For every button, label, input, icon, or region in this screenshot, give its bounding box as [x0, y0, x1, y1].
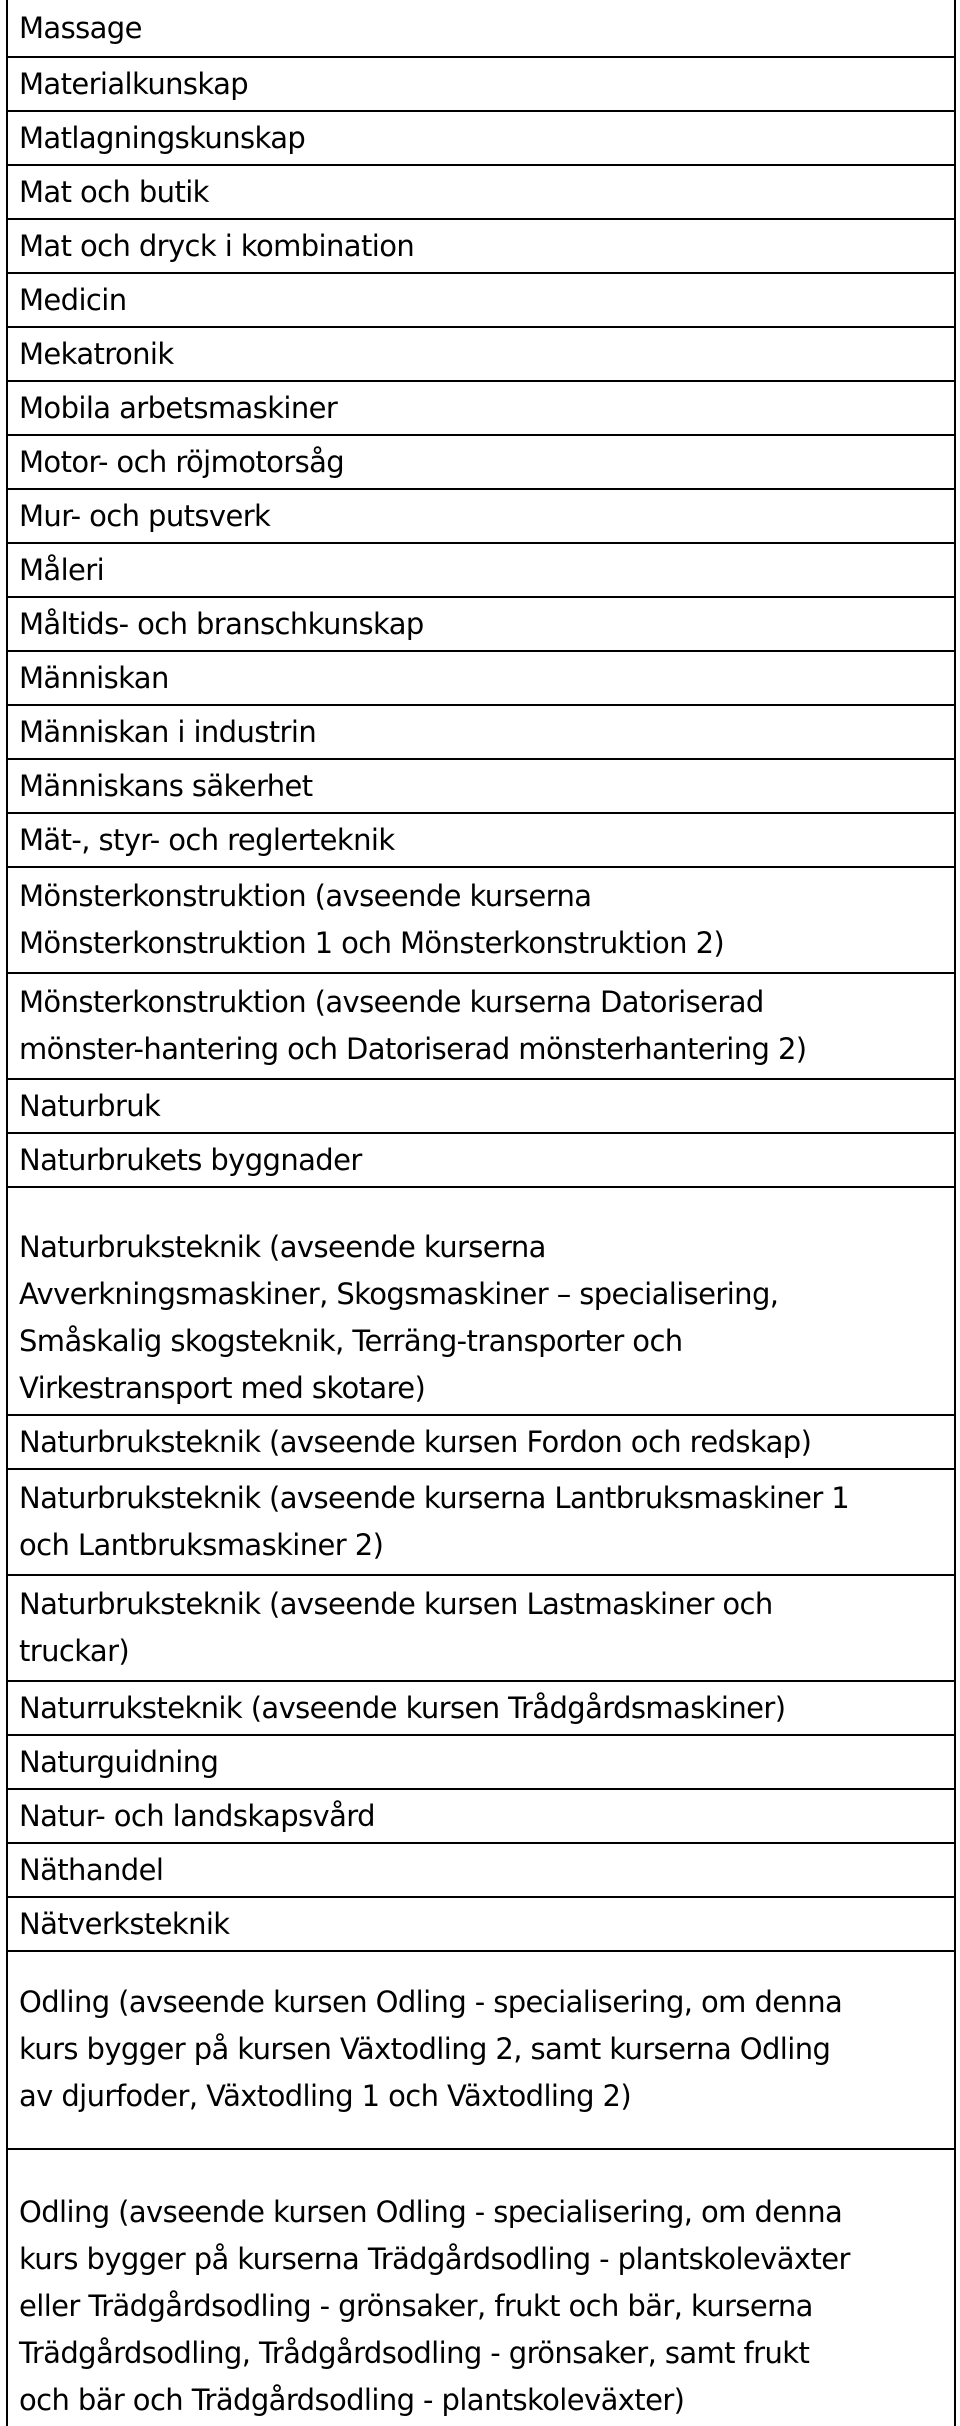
course-name: Mönsterkonstruktion (avseende kurserna Datoriserad mönster-hantering och Datoriserad mönsterhantering 2): [19, 985, 807, 1066]
course-name: Naturguidning: [19, 1744, 219, 1779]
table-row: [8, 760, 954, 814]
table-row: [8, 974, 954, 1080]
table-row: [8, 1736, 954, 1790]
table-row: [8, 2150, 954, 2426]
table-row: [8, 1576, 954, 1682]
table-row: [8, 1898, 954, 1952]
table-row: [8, 598, 954, 652]
course-name: Mat och butik: [19, 174, 209, 209]
course-name: Materialkunskap: [19, 66, 249, 101]
course-name: Måltids- och branschkunskap: [19, 606, 424, 641]
table-row: [8, 652, 954, 706]
course-name: Människan: [19, 660, 169, 695]
course-list-table: [6, 0, 956, 2426]
course-name: Natur- och landskapsvård: [19, 1798, 375, 1833]
table-row: [8, 1844, 954, 1898]
course-name: Mur- och putsverk: [19, 498, 271, 533]
course-name: Naturbruksteknik (avseende kursen Lastmaskiner och truckar): [19, 1587, 773, 1668]
course-name: Näthandel: [19, 1852, 164, 1887]
course-name: Nätverksteknik: [19, 1906, 230, 1941]
course-name: Måleri: [19, 552, 105, 587]
course-list: [8, 0, 954, 2426]
table-row: [8, 1952, 954, 2150]
table-row: [8, 328, 954, 382]
table-row: [8, 706, 954, 760]
course-name: Människan i industrin: [19, 714, 317, 749]
course-name: Mät-, styr- och reglerteknik: [19, 822, 395, 857]
course-name: Massage: [19, 10, 142, 45]
table-row: [8, 382, 954, 436]
table-row: [8, 868, 954, 974]
table-row: [8, 1470, 954, 1576]
course-name: Naturbrukets byggnader: [19, 1142, 362, 1177]
table-row: [8, 220, 954, 274]
course-name: Naturbruksteknik (avseende kurserna Lantbruksmaskiner 1 och Lantbruksmaskiner 2): [19, 1481, 850, 1562]
course-name: Naturbruksteknik (avseende kursen Fordon och redskap): [19, 1424, 812, 1459]
course-name: Odling (avseende kursen Odling - specialisering, om denna kurs bygger på kursen Växtodling 2, samt kurserna Odling av djurfoder, Växtodling 1 och Växtodling 2): [19, 1984, 843, 2113]
table-row: [8, 112, 954, 166]
course-name: Naturruksteknik (avseende kursen Trådgårdsmaskiner): [19, 1690, 786, 1725]
course-name: Mekatronik: [19, 336, 174, 371]
course-name: Mat och dryck i kombination: [19, 228, 415, 263]
table-row: [8, 436, 954, 490]
table-row: [8, 0, 954, 58]
course-name: Medicin: [19, 282, 127, 317]
table-row: [8, 544, 954, 598]
table-row: [8, 166, 954, 220]
table-row: [8, 1188, 954, 1416]
course-name: Odling (avseende kursen Odling - specialisering, om denna kurs bygger på kurserna Trädgårdsodling - plantskoleväxter eller Trädgårdsodling - grönsaker, frukt och bär, kurserna Trädgårdsodling, Trådgårdsodling - grönsaker, samt frukt och bär och Trädgårdsodling - plantskoleväxter): [19, 2195, 850, 2417]
course-name: Naturbruk: [19, 1088, 161, 1123]
course-name: Mobila arbetsmaskiner: [19, 390, 338, 425]
table-row: [8, 490, 954, 544]
table-row: [8, 1416, 954, 1470]
table-row: [8, 274, 954, 328]
course-name: Människans säkerhet: [19, 768, 313, 803]
table-row: [8, 58, 954, 112]
table-row: [8, 1134, 954, 1188]
course-name: Matlagningskunskap: [19, 120, 306, 155]
table-row: [8, 814, 954, 868]
course-name: Mönsterkonstruktion (avseende kurserna Mönsterkonstruktion 1 och Mönsterkonstruktion 2): [19, 879, 725, 960]
table-row: [8, 1682, 954, 1736]
table-row: [8, 1790, 954, 1844]
course-name: Naturbruksteknik (avseende kurserna Avverkningsmaskiner, Skogsmaskiner – specialisering, Småskalig skogsteknik, Terräng-transporter och Virkestransport med skotare): [19, 1230, 779, 1405]
table-row: [8, 1080, 954, 1134]
course-name: Motor- och röjmotorsåg: [19, 444, 345, 479]
